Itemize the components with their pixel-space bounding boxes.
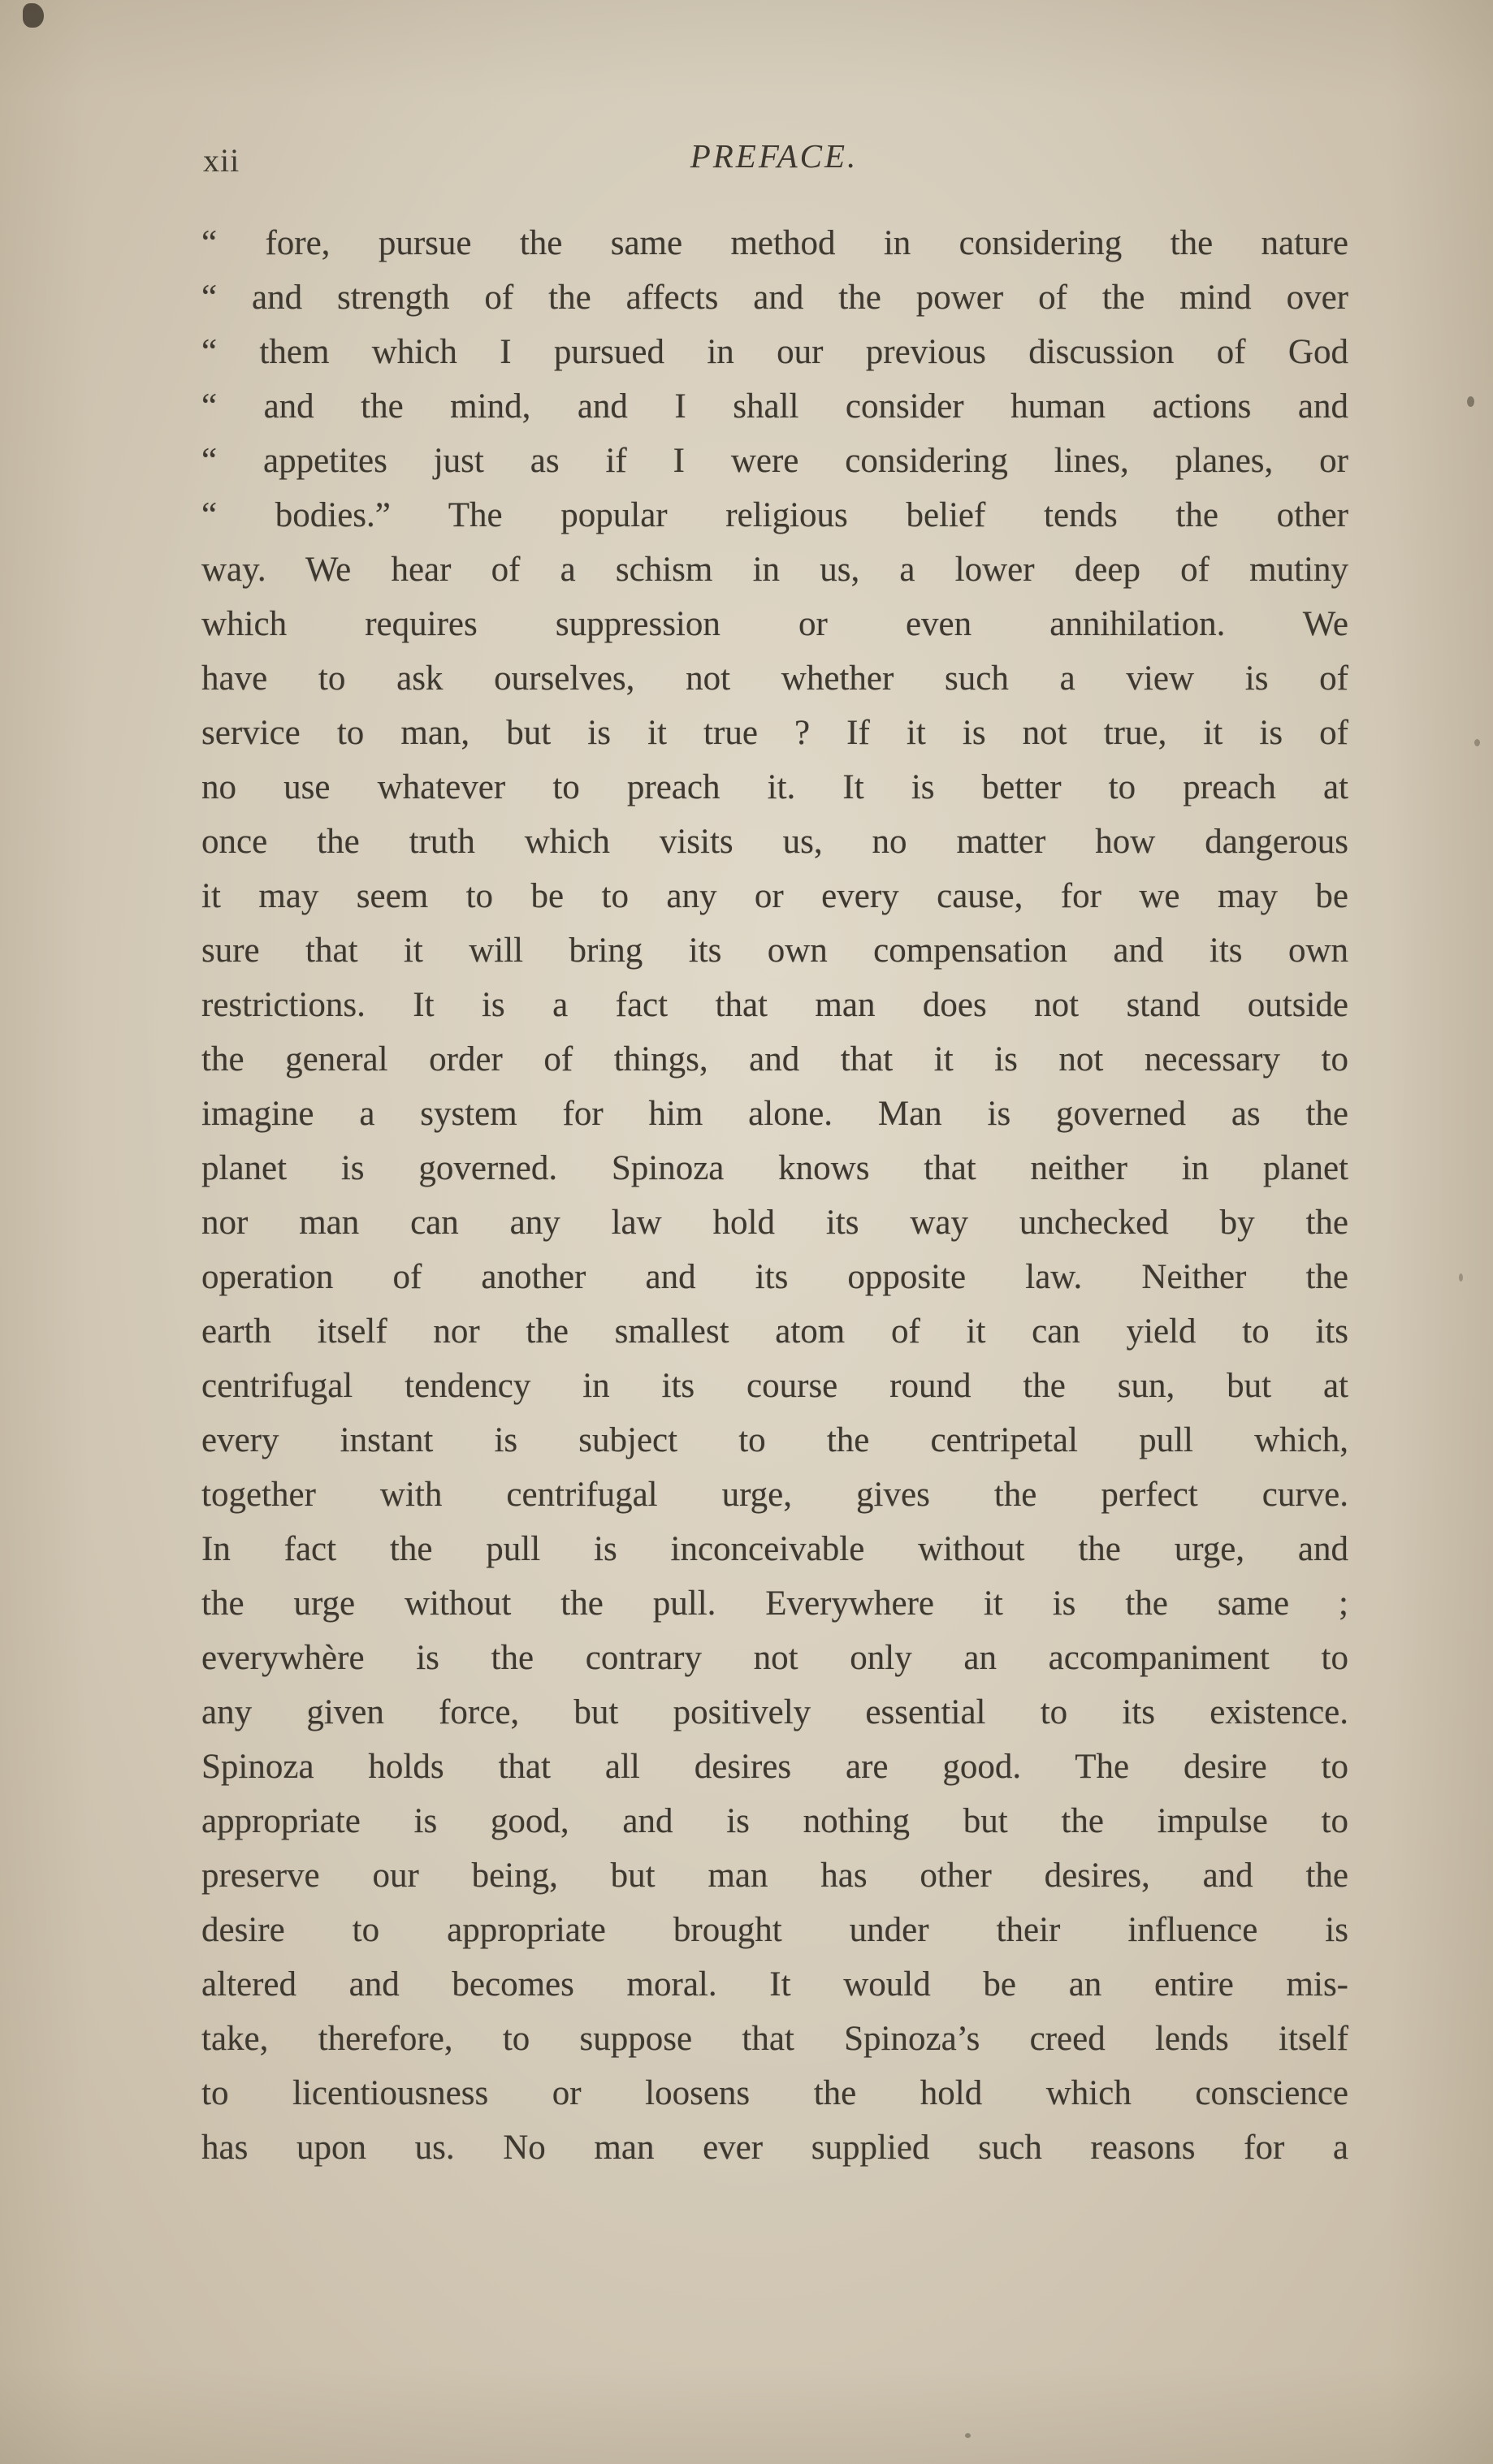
body-line: restrictions. It is a fact that man does not stand outside	[201, 986, 1348, 1024]
body-line: “ appetites just as if I were considering lines, planes, or	[201, 442, 1348, 480]
body-line: centrifugal tendency in its course round the sun, but at	[201, 1367, 1348, 1405]
page-number: xii	[203, 142, 240, 179]
paper-speck	[1474, 739, 1480, 746]
body-line: preserve our being, but man has other desires, and the	[201, 1857, 1348, 1895]
page-header	[203, 136, 1345, 185]
body-line: “ and strength of the affects and the power of the mind over	[201, 279, 1348, 317]
body-line: to licentiousness or loosens the hold which conscience	[201, 2074, 1348, 2112]
body-line: it may seem to be to any or every cause, for we may be	[201, 877, 1348, 915]
body-line: desire to appropriate brought under their influence is	[201, 1911, 1348, 1949]
body-line: “ fore, pursue the same method in considering the nature	[201, 224, 1348, 262]
body-line: altered and becomes moral. It would be an entire mis-	[201, 1965, 1348, 2004]
body-line: nor man can any law hold its way unchecked by the	[201, 1204, 1348, 1242]
body-line: together with centrifugal urge, gives the perfect curve.	[201, 1476, 1348, 1514]
body-line: imagine a system for him alone. Man is governed as the	[201, 1095, 1348, 1133]
page-body	[201, 216, 1348, 2175]
running-head: PREFACE.	[690, 137, 859, 175]
body-line: appropriate is good, and is nothing but the impulse to	[201, 1802, 1348, 1840]
body-line: “ bodies.” The popular religious belief tends the other	[201, 496, 1348, 534]
body-line: service to man, but is it true ? If it is not true, it is of	[201, 714, 1348, 752]
body-line: every instant is subject to the centripetal pull which,	[201, 1421, 1348, 1459]
paper-speck	[1459, 1273, 1463, 1282]
body-line: way. We hear of a schism in us, a lower deep of mutiny	[201, 551, 1348, 589]
paper-speck	[1467, 396, 1474, 407]
body-line: Spinoza holds that all desires are good. The desire to	[201, 1748, 1348, 1786]
body-line: which requires suppression or even annihilation. We	[201, 605, 1348, 643]
paper-speck	[23, 3, 44, 28]
body-line: planet is governed. Spinoza knows that neither in planet	[201, 1149, 1348, 1187]
body-line: operation of another and its opposite law. Neither the	[201, 1258, 1348, 1296]
body-line: “ and the mind, and I shall consider human actions and	[201, 387, 1348, 426]
body-line: any given force, but positively essential to its existence.	[201, 1693, 1348, 1731]
body-line: take, therefore, to suppose that Spinoza’s creed lends itself	[201, 2020, 1348, 2058]
body-line: the urge without the pull. Everywhere it is the same ;	[201, 1584, 1348, 1623]
body-line: everywhère is the contrary not only an accompaniment to	[201, 1639, 1348, 1677]
body-line: has upon us. No man ever supplied such reasons for a	[201, 2129, 1348, 2167]
body-line: have to ask ourselves, not whether such a view is of	[201, 659, 1348, 698]
paper-speck	[965, 2433, 971, 2438]
body-line: sure that it will bring its own compensation and its own	[201, 932, 1348, 970]
body-line: the general order of things, and that it is not necessary to	[201, 1040, 1348, 1079]
body-line: earth itself nor the smallest atom of it can yield to its	[201, 1312, 1348, 1351]
body-line: once the truth which visits us, no matter how dangerous	[201, 823, 1348, 861]
body-line: “ them which I pursued in our previous discussion of God	[201, 333, 1348, 371]
body-line: no use whatever to preach it. It is better to preach at	[201, 768, 1348, 806]
body-line: In fact the pull is inconceivable without the urge, and	[201, 1530, 1348, 1568]
